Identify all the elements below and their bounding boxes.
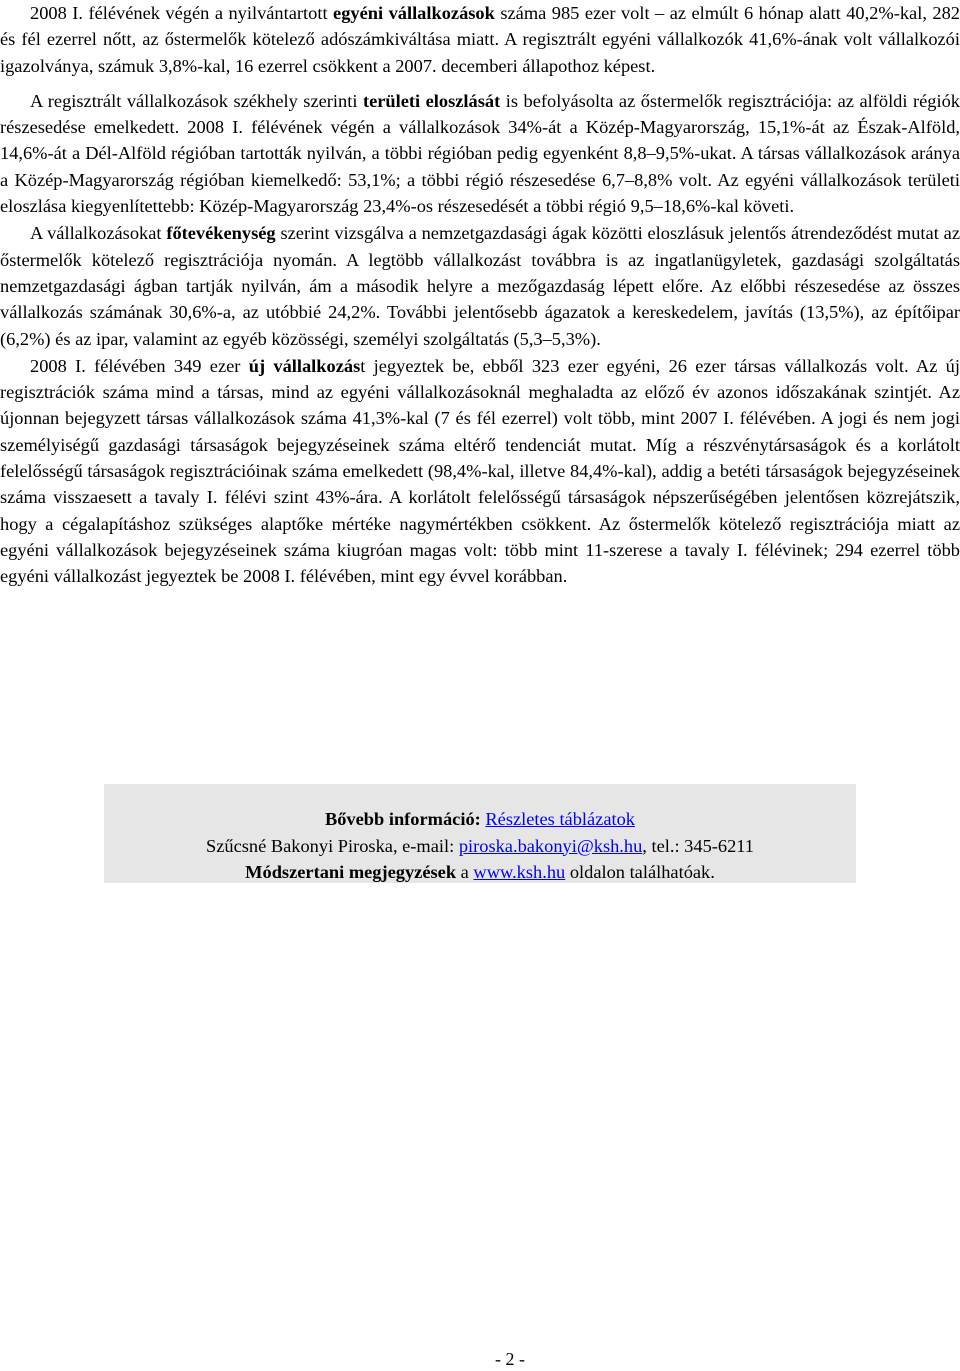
paragraph-text: 2008 I. félévének végén a nyilvántartott — [30, 3, 334, 23]
methodology-middle: a — [456, 862, 474, 882]
paragraph-egyeni-vallalkozasok — [0, 0, 960, 79]
paragraph-text: A regisztrált vállalkozások székhely szerinti — [30, 90, 363, 111]
paragraph-text: is befolyásolta az őstermelők regisztrációja: az alföldi régiók részesedése emelkedett. 2008 I. félévének végén a vállalkozások 34%-át a Közép-Magyarország, 15,1%-át az Észak-Alföld, 14,6%-át a Dél-Alföld régióban tartották nyilván, a többi régióban pedig egyenként 8,8–9,5%-ukat. A társas vállalkozások aránya a Közép-Magyarország régióban kiemelkedő: 53,1%; a többi régió részesedése 6,7–8,8% volt. Az egyéni vállalkozások területi eloszlása kiegyenlítettebb: Közép-Magyarország 23,4%-os részesedését a többi régió 9,5–18,6%-kal követi. — [0, 90, 960, 217]
emphasis-text: egyéni vállalkozások — [333, 3, 495, 23]
methodology-suffix: oldalon találhatóak. — [565, 862, 715, 882]
contact-email-link[interactable]: piroska.bakonyi@ksh.hu — [458, 835, 643, 856]
paragraph-text: t jegyeztek be, ebből 323 ezer egyéni, 26 ezer társas vállalkozás volt. Az új regisztrációk száma mind a társas, mind az egyéni vállalkozásoknál meghaladta az előző év azonos időszakának szintjét. Az újonnan bejegyzett társas vállalkozások száma 41,3%-kal (7 és fél ezerrel) volt több, mint 2007 I. félévében. A jogi és nem jogi személyiségű gazdasági társaságok bejegyzéseinek száma eltérő tendenciát mutat. Míg a részvénytársaságok és a korlátolt felelősségű társaságok regisztrációinak száma emelkedett (98,4%-kal, illetve 84,4%-kal), addig a betéti társaságok bejegyzéseinek száma visszaesett a tavaly I. félévi szint 43%-ára. A korlátolt felelősségű társaságok népszerűségében jelentősen közrejátszik, hogy a cégalapításhoz szükséges alaptőke mértéke nagymértékben csökkent. Az őstermelők kötelező regisztrációja miatt az egyéni vállalkozások bejegyzéseinek száma kiugróan magas volt: több mint 11-szerese a tavaly I. félévinek; 294 ezerrel több egyéni vállalkozást jegyeztek be 2008 I. félévében, mint egy évvel korábban. — [0, 355, 960, 587]
more-info-label: Bővebb információ: — [324, 809, 481, 829]
paragraph-text: szerint vizsgálva a nemzetgazdasági ágak közötti eloszlásuk jelentős átrendeződést mutat az őstermelők kötelező regisztrációja nyomán. A legtöbb vállalkozást továbbra is az ingatlanügyletek, gazdasági szolgáltatás nemzetgazdasági ágban tartják nyilván, ám a második helyre a mezőgazdaság lépett előre. Az előbbi részesedése az összes vállalkozás számának 30,6%-a, az utóbbié 24,2%. További jelentősebb ágazatok a kereskedelem, javítás (13,5%), az építőipar (6,2%) és az ipar, valamint az egyéb közösségi, személyi szolgáltatás (5,3–5,3%). — [0, 223, 960, 349]
contact-prefix: Szűcsné Bakonyi Piroska, e-mail: — [206, 835, 459, 856]
page-number: - 2 - — [495, 1349, 525, 1369]
more-info-line — [104, 806, 856, 833]
report-body — [0, 0, 960, 590]
emphasis-text: főtevékenység — [166, 223, 276, 244]
paragraph-text: száma 985 ezer volt – az elmúlt 6 hónap alatt 40,2%-kal, 282 és fél ezerrel nőtt, az őstermelők kötelező adószámkiváltása miatt. A regisztrált egyéni vállalkozók 41,6%-ának volt vállalkozói igazolványa, számuk 3,8%-kal, 16 ezerrel csökkent a 2007. decemberi állapothoz képest. — [0, 3, 960, 76]
contact-phone: , tel.: 345-6211 — [642, 835, 754, 856]
ksh-website-link[interactable]: www.ksh.hu — [473, 862, 566, 882]
methodology-label: Módszertani megjegyzések — [245, 862, 457, 882]
paragraph-uj-vallalkozasok — [0, 353, 960, 590]
emphasis-text: területi eloszlását — [362, 90, 501, 111]
contact-line — [104, 833, 856, 860]
paragraph-fotevekenyseg — [0, 220, 960, 351]
paragraph-teruleti-eloszlas — [0, 88, 960, 219]
more-info-box — [104, 784, 856, 883]
emphasis-text: új vállalkozás — [248, 355, 361, 376]
paragraph-text: A vállalkozásokat — [30, 223, 167, 244]
methodology-line — [104, 859, 856, 886]
detailed-tables-link[interactable]: Részletes táblázatok — [485, 809, 636, 829]
paragraph-text: 2008 I. félévében 349 ezer — [30, 355, 249, 376]
